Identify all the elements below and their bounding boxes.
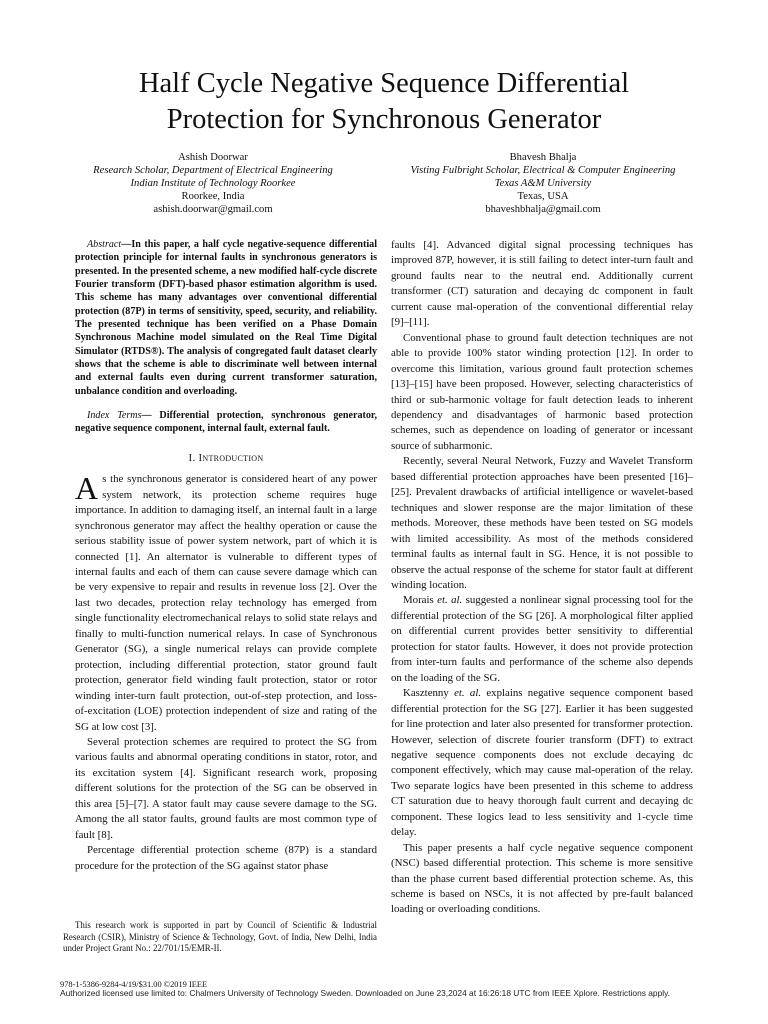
cited-author: Morais [403,594,434,607]
paper-title [60,66,708,138]
copyright-line: 978-1-5386-9284-4/19/$31.00 ©2019 IEEE [60,980,208,989]
paragraph: Conventional phase to ground fault detection techniques are not able to provide 100% stator winding protection [12]. In order to overcome this limitation, various ground fault protection schemes [13]–[15] have been proposed. However, selecting characteristics of third or sub-harmonic voltage for fault detection leads to inherent dependency and disadvantages of harmonic based protection schemes, such as dependence on loading of generator or incessant source of subharmonic. [391,331,693,452]
author-email[interactable]: ashish.doorwar@gmail.com [153,204,273,215]
license-notice: Authorized licensed use limited to: Chalmers University of Technology Sweden. Downloaded on June 23,2024 at 16:26:18 UTC from IEEE Xplore. Restrictions apply. [60,988,670,998]
paragraph: Several protection schemes are required to protect the SG from various faults and abnormal operating conditions in stator, rotor, and its excitation system [4]. Significant research work, proposing different solutions for the protection of the SG can be observed in this area [5]–[7]. A stator fault may cause severe damage to the SG. Among the all stator faults, ground faults are most common type of fault [8]. [75,735,377,841]
index-terms-text: — Differential protection, synchronous generator, negative sequence component, internal fault, external fault. [75,410,377,435]
title-line-2: Protection for Synchronous Generator [166,104,602,135]
section-heading: I. Introduction [188,451,264,464]
abstract-label: Abstract [87,239,122,250]
author-2 [368,151,718,216]
index-terms-label: Index Terms [87,410,142,422]
title-line-1: Half Cycle Negative Sequence Differential [138,68,630,99]
intro-paragraph [75,472,377,735]
paragraph [391,593,693,686]
author-location: Texas, USA [517,191,569,202]
paragraph [391,686,693,841]
right-column [391,238,693,918]
paragraph: Recently, several Neural Network, Fuzzy and Wavelet Transform based differential protection approaches have been presented [16]–[25]. Prevalent drawbacks of artificial intelligence or wavelet-based techniques and slower response are the major limitation of these methods. Moreover, these methods have been tested on SG models with limited accessibility. As most of the methods considered terminal faults as internal fault in SG. Hence, it is not possible to observe the actual response of the scheme for stator fault at different winding location. [391,455,693,591]
funding-footnote: This research work is supported in part by Council of Scientific & Industrial Research (CSIR), Ministry of Science & Technology, Govt. of India, New Delhi, India under Project Grant No.: 22/701/15/EMR-II. [63,920,377,953]
et-al: et. al. [437,594,463,607]
left-column [75,238,377,874]
author-institution: Indian Institute of Technology Roorkee [130,178,296,189]
paragraph-text: suggested a nonlinear signal processing tool for the differential protection of the SG [26]. A morphological filter applied on differential current provides better sensitivity to differential protection for stator faults. However, it does not provide protection from inter-turn faults and performance of the scheme also depends on the loading of the SG. [391,594,693,684]
paragraph: This paper presents a half cycle negative sequence component (NSC) based differential protection. This scheme is more sensitive than the phase current based differential protection scheme. As, this scheme is based on NSCs, it is not affected by pre-fault balanced loading or overloading conditions. [391,841,693,916]
author-1 [48,151,378,216]
author-name: Ashish Doorwar [178,152,248,163]
paragraph-text: explains negative sequence component based differential protection for the SG [27]. Earlier it has been suggested for line protection and later also presented for transformer protection. However, selection of discrete fourier transform (DFT) to extract negative sequence components does not exclude decaying dc component effectively, which may cause mal-operation of the relay. Two separate logics have been presented in this scheme to address CT saturation due to heavy thorough fault current and decaying dc component. These logics lead to less sensitivity and 1-cycle time delay. [391,687,693,839]
author-institution: Texas A&M University [494,178,592,189]
author-email[interactable]: bhaveshbhalja@gmail.com [485,204,601,215]
index-terms [75,409,377,436]
abstract-text: —In this paper, a half cycle negative-sequence differential protection principle for internal faults in synchronous generators is presented. In the presented scheme, a new modified half-cycle discrete Fourier transform (DFT)-based phasor estimation algorithm is used. This scheme has many advantages over conventional differential protection (87P) in terms of sensitivity, speed, security, and reliability. The presented technique has been verified on a Phase Domain Synchronous Machine model simulated on the Real Time Digital Simulator (RTDS®). The analysis of congregated fault dataset clearly shows that the scheme is able to discriminate well between internal and external faults even during current transformer saturation, unbalance condition and overloading. [75,239,377,397]
drop-cap: A [75,470,99,507]
author-affiliation: Research Scholar, Department of Electrical Engineering [93,165,333,176]
cited-author: Kasztenny [403,687,449,700]
intro-paragraph-text: s the synchronous generator is considered heart of any power system network, its protection scheme requires huge importance. In addition to damaging itself, an internal fault in a large synchronous generator may affect the healthy operation or cause the serious stability issue of power system network, part of which it is connected [1]. An alternator is vulnerable to different types of internal faults and each of them can cause severe damage which can be very expensive to repair and results in revenue loss [2]. Over the last two decades, protection relay technology has emerged from single functionality electromechanical relays to solid state relays and finally to multi-function numerical relays. In case of Synchronous Generator (SG), a single numerical relays can provide complete protection, including differential protection, stator ground fault protection, generator field winding fault protection, stator or rotor winding inter-turn fault protection, out-of-step protection, and loss-of-excitation (LOE) protection independent of size and rating of the SG at low cost [3]. [75,473,377,733]
et-al: et. al. [454,687,482,700]
paragraph: Percentage differential protection scheme (87P) is a standard procedure for the protection of the SG against stator phase [75,844,377,872]
author-name: Bhavesh Bhalja [509,152,577,163]
author-location: Roorkee, India [181,191,245,202]
abstract [75,238,377,398]
author-affiliation: Visting Fulbright Scholar, Electrical & Computer Engineering [410,165,676,176]
paragraph: faults [4]. Advanced digital signal processing techniques has improved 87P, however, it is still failing to detect inter-turn fault and ground faults near to the neutral end. Additionally current transformer (CT) saturation and decaying dc component in fault current cause mal-operation of the conventional differential relay [9]–[11]. [391,239,693,329]
